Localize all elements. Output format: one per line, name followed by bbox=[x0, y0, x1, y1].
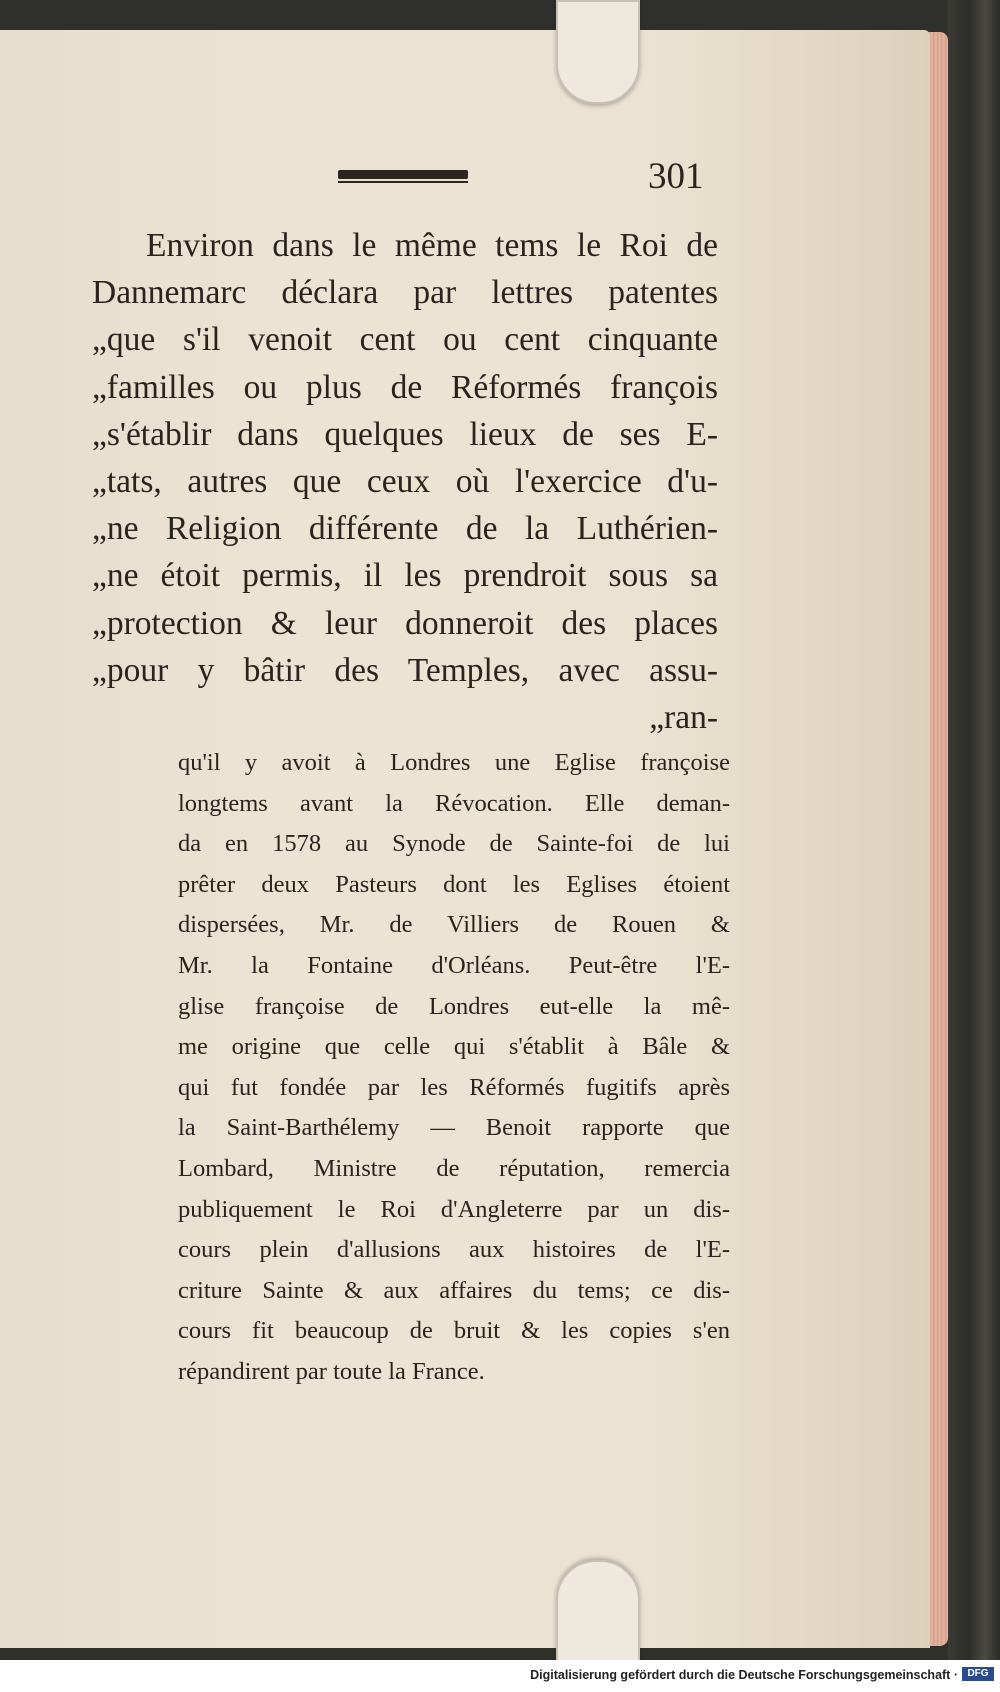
main-line: „familles ou plus de Réformés françois bbox=[92, 368, 718, 406]
footnote-line: Lombard, Ministre de réputation, remercia bbox=[178, 1154, 730, 1182]
digitization-footer bbox=[0, 1660, 1000, 1692]
main-line: „ne étoit permis, il les prendroit sous sa bbox=[92, 557, 718, 595]
footnote-line: me origine que celle qui s'établit à Bâle & bbox=[178, 1033, 730, 1061]
footnote-line: Mr. la Fontaine d'Orléans. Peut-être l'E- bbox=[178, 951, 730, 979]
main-line: „pour y bâtir des Temples, avec assu- bbox=[92, 651, 718, 689]
book-spine bbox=[948, 0, 1000, 1660]
footnote-line: qui fut fondée par les Réformés fugitifs après bbox=[178, 1073, 730, 1101]
footnote-line: criture Sainte & aux affaires du tems; ce dis- bbox=[178, 1276, 730, 1304]
footnote-block bbox=[178, 743, 730, 1393]
footnote-line: glise françoise de Londres eut-elle la mê- bbox=[178, 992, 730, 1020]
footnote-line: da en 1578 au Synode de Sainte-foi de lui bbox=[178, 830, 730, 858]
page-clip-top bbox=[556, 0, 640, 104]
footnote-line: cours plein d'allusions aux histoires de l'E- bbox=[178, 1236, 730, 1264]
main-line: „ne Religion différente de la Luthérien- bbox=[92, 510, 718, 548]
funding-credit: Digitalisierung gefördert durch die Deutsche Forschungsgemeinschaft · bbox=[530, 1668, 958, 1682]
footnote-line: répandirent par toute la France. bbox=[178, 1357, 485, 1385]
page-clip-bottom bbox=[556, 1560, 640, 1664]
footnote-line: qu'il y avoit à Londres une Eglise françoise bbox=[178, 749, 730, 776]
main-line: „tats, autres que ceux où l'exercice d'u- bbox=[92, 462, 718, 500]
footnote-line: cours fit beaucoup de bruit & les copies s'en bbox=[178, 1317, 730, 1345]
main-paragraph bbox=[92, 222, 718, 741]
footnote-line: dispersées, Mr. de Villiers de Rouen & bbox=[178, 911, 730, 939]
main-line: „s'établir dans quelques lieux de ses E- bbox=[92, 415, 718, 453]
dfg-logo-icon: DFG bbox=[962, 1667, 994, 1681]
catchword: „ran- bbox=[649, 698, 718, 736]
footnote-line: prêter deux Pasteurs dont les Eglises étoient bbox=[178, 870, 730, 898]
footnote-line: publiquement le Roi d'Angleterre par un dis- bbox=[178, 1195, 730, 1223]
main-line: „que s'il venoit cent ou cent cinquante bbox=[92, 321, 718, 359]
main-line: „protection & leur donneroit des places bbox=[92, 604, 718, 642]
footnote-line: longtems avant la Révocation. Elle deman- bbox=[178, 789, 730, 817]
header-ornament-rule bbox=[338, 170, 468, 179]
main-line: Environ dans le même tems le Roi de bbox=[146, 227, 718, 264]
footnote-line: la Saint-Barthélemy — Benoit rapporte que bbox=[178, 1114, 730, 1142]
main-line: Dannemarc déclara par lettres patentes bbox=[92, 274, 718, 312]
page-number: 301 bbox=[648, 156, 704, 197]
